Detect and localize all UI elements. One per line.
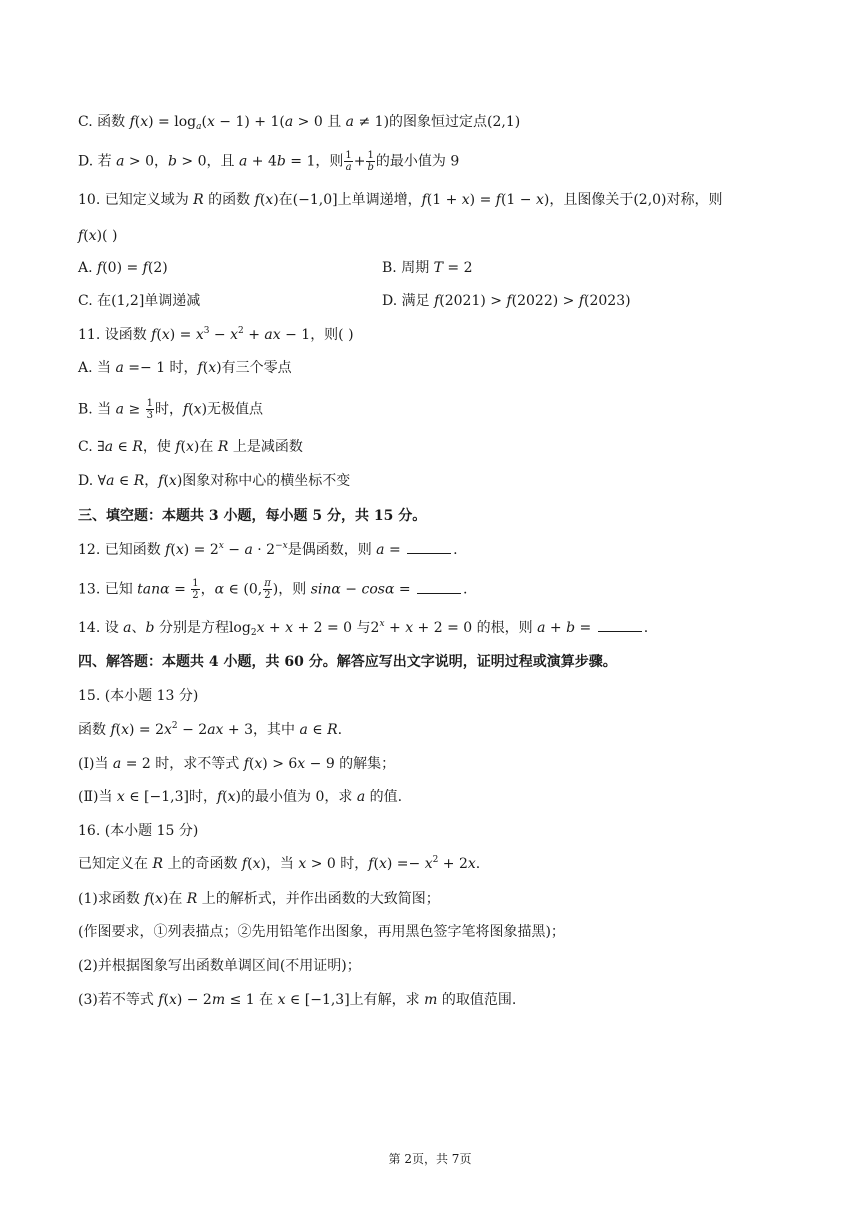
answer-blank — [407, 541, 451, 554]
q9-option-c: C. 函数 $f(x) = \log_a(x - 1) + 1(a > 0$ 且 a ≠ 1)的图象恒过定点(2,1) — [78, 114, 521, 132]
q15-header: 15. (本小题 13 分) — [78, 688, 199, 704]
q10-option-c: C. 在(1,2]单调递减 — [78, 293, 201, 309]
q16-part-3: (3)若不等式 f(x) − 2m ≤ 1 在 x ∈ [−1,3]上有解，求 m 的取值范围. — [78, 992, 517, 1008]
section-3-heading: 三、填空题：本题共 3 小题，每小题 5 分，共 15 分。 — [78, 508, 427, 524]
q14: 14. 设 a、b 分别是方程$\log_2x + x + 2 = 0$ 与$2^x + x + 2 = 0$ 的根，则 a + b = . — [78, 619, 649, 638]
q16-header: 16. (本小题 15 分) — [78, 823, 199, 839]
q16-part-2: (2)并根据图象写出函数单调区间(不用证明)； — [78, 958, 361, 974]
q10-option-b: B. 周期 T = 2 — [382, 260, 473, 276]
q11-option-d: D. ∀a ∈ R，f(x)图象对称中心的横坐标不变 — [78, 473, 351, 489]
q12: 12. 已知函数 $f(x) = 2^x - a \cdot 2^{-x}$是偶函数，则 a = . — [78, 541, 458, 558]
q10-option-a: A. f(0) = f(2) — [78, 260, 168, 276]
answer-blank — [598, 619, 642, 632]
q16-drawing-note: (作图要求，①列表描点；②先用铅笔作出图象，再用黑色签字笔将图象描黑)； — [78, 924, 565, 940]
section-4-heading: 四、解答题：本题共 4 小题，共 60 分。解答应写出文字说明，证明过程或演算步骤。 — [78, 654, 617, 670]
q10-option-d: D. 满足 f(2021) > f(2022) > f(2023) — [382, 293, 631, 309]
page-footer: 第 2页，共 7页 — [388, 1152, 472, 1166]
q11-option-b: B. 当 a ≥ $\frac{1}{3}$ 时，f(x)无极值点 — [78, 398, 264, 421]
q11-stem: 11. 设函数 $f(x) = x^3 - x^2$ + ax − 1，则( ) — [78, 326, 354, 343]
q15-stem: 函数 $f(x) = 2x^2 - 2ax + 3$，其中 a ∈ R. — [78, 721, 343, 738]
q11-option-c: C. ∃a ∈ R，使 f(x)在 R 上是减函数 — [78, 439, 303, 455]
q9-option-d: D. 若 a > 0，b > 0，且 a + 4b = 1，则 $\frac{1}{a}$ + $\frac{1}{b}$ 的最小值为 9 — [78, 150, 460, 173]
q10-stem-cont: f(x)( ) — [78, 228, 118, 244]
q13: 13. 已知 tanα = $\frac{1}{2}$ ，α ∈ (0, $\frac{\pi}{2}$ )，则 sinα − cosα = . — [78, 578, 468, 601]
q15-part-2: (Ⅱ)当 x ∈ [−1,3]时，f(x)的最小值为 0，求 a 的值. — [78, 789, 403, 805]
q15-part-1: (Ⅰ)当 a = 2 时，求不等式 f(x) > 6x − 9 的解集； — [78, 756, 396, 772]
q16-part-1: (1)求函数 f(x)在 R 上的解析式，并作出函数的大致简图； — [78, 891, 440, 907]
q10-stem: 10. 已知定义域为 R 的函数 f(x)在(−1,0]上单调递增，f(1 + x) = f(1 − x)，且图像关于(2,0)对称，则 — [78, 192, 723, 208]
q16-stem: 已知定义在 R 上的奇函数 f(x)，当 x > 0 时，$f(x) =- x^2 + 2x$. — [78, 855, 481, 872]
q11-option-a: A. 当 a =− 1 时，f(x)有三个零点 — [78, 360, 292, 376]
answer-blank — [417, 581, 461, 594]
